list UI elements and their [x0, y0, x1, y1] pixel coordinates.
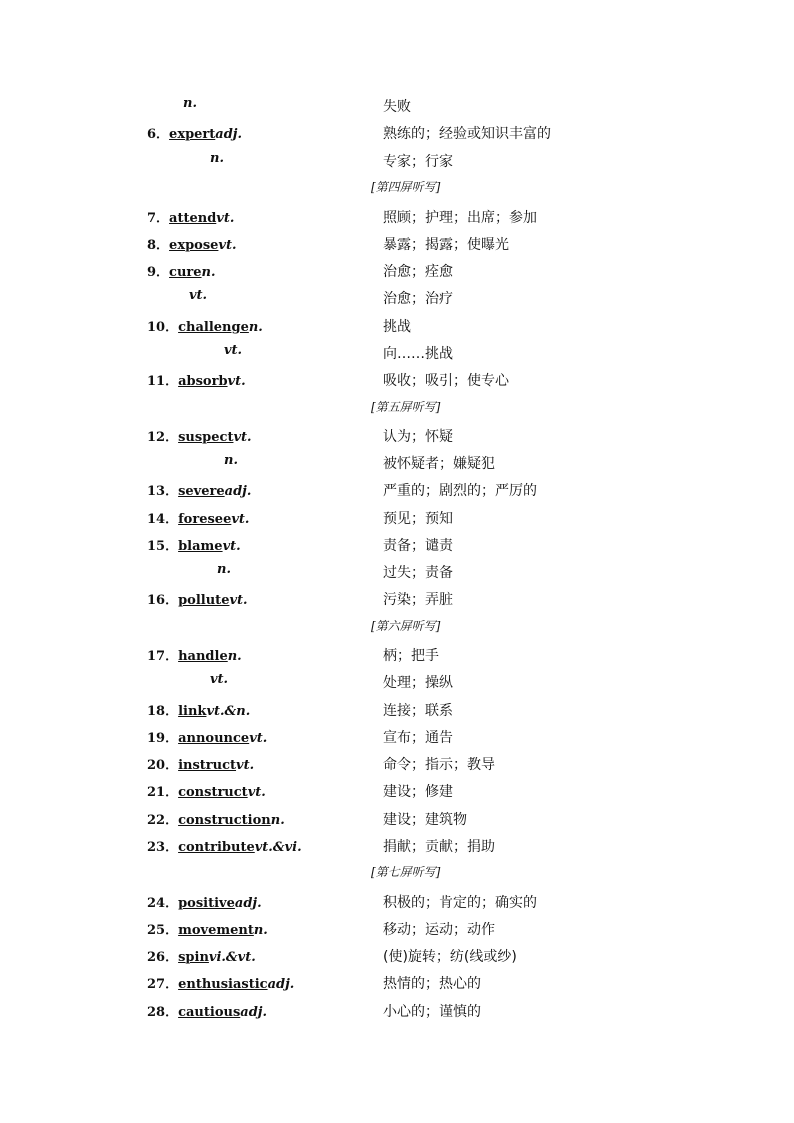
part-of-speech: vt. — [229, 593, 248, 608]
entry-number: 6． — [147, 127, 170, 142]
vocab-entry — [0, 316, 794, 343]
part-of-speech: vt.&vi. — [254, 840, 302, 855]
entry-meaning: 热情的；热心的 — [383, 976, 481, 992]
entry-number: 18． — [147, 704, 179, 719]
entry-meaning: 捐献；贡献；捐助 — [383, 839, 495, 855]
entry-english — [147, 836, 302, 855]
entry-number: 8． — [147, 238, 170, 253]
entry-meaning: 建设；建筑物 — [383, 812, 467, 828]
entry-english — [210, 672, 228, 687]
vocab-entry — [0, 973, 794, 1000]
entry-word: expert — [169, 127, 216, 142]
part-of-speech: adj. — [215, 127, 243, 142]
entry-english — [217, 562, 231, 577]
vocab-entry — [0, 288, 794, 315]
vocab-entry — [0, 207, 794, 234]
vocab-entry — [0, 645, 794, 672]
entry-english — [224, 453, 238, 468]
entry-word: blame — [178, 539, 223, 554]
entry-word: severe — [178, 484, 225, 499]
entry-meaning: 移动；运动；动作 — [383, 922, 495, 938]
entry-word: positive — [178, 896, 235, 911]
part-of-speech: vi.&vt. — [208, 950, 256, 965]
entry-english — [224, 343, 242, 358]
entry-number: 27． — [147, 977, 179, 992]
entry-number: 16． — [147, 593, 179, 608]
part-of-speech: n. — [183, 96, 197, 111]
entry-english — [147, 946, 256, 965]
section-label: [第五屏听写] — [371, 400, 441, 414]
entry-number: 12． — [147, 430, 179, 445]
entry-number: 20． — [147, 758, 179, 773]
entry-english — [189, 288, 207, 303]
section-header — [0, 617, 794, 644]
entry-word: link — [178, 704, 207, 719]
entry-meaning: 连接；联系 — [383, 703, 453, 719]
vocab-entry — [0, 589, 794, 616]
entry-number: 22． — [147, 813, 179, 828]
entry-meaning: 严重的；剧烈的；严厉的 — [383, 483, 537, 499]
entry-meaning: 污染；弄脏 — [383, 592, 453, 608]
part-of-speech: n. — [248, 320, 263, 335]
entry-meaning: 暴露；揭露；使曝光 — [383, 237, 509, 253]
vocab-entry — [0, 234, 794, 261]
vocab-entry — [0, 343, 794, 370]
vocab-entry — [0, 1001, 794, 1028]
entry-english — [147, 207, 234, 226]
entry-meaning: 小心的；谨慎的 — [383, 1004, 481, 1020]
vocab-entry — [0, 151, 794, 178]
entry-word: challenge — [178, 320, 249, 335]
section-header — [0, 863, 794, 890]
part-of-speech: n. — [217, 562, 231, 577]
vocab-entry — [0, 562, 794, 589]
entry-number: 28． — [147, 1005, 179, 1020]
part-of-speech: adj. — [267, 977, 295, 992]
section-header — [0, 178, 794, 205]
part-of-speech: vt. — [216, 211, 235, 226]
entry-word: cure — [169, 265, 202, 280]
part-of-speech: adj. — [224, 484, 252, 499]
vocab-entry — [0, 809, 794, 836]
vocab-entry — [0, 535, 794, 562]
vocab-entry — [0, 453, 794, 480]
entry-meaning: 被怀疑者；嫌疑犯 — [383, 456, 495, 472]
vocab-entry — [0, 96, 794, 123]
vocab-entry — [0, 836, 794, 863]
entry-number: 14． — [147, 512, 179, 527]
section-label: [第七屏听写] — [371, 865, 441, 879]
entry-word: expose — [169, 238, 219, 253]
entry-number: 7． — [147, 211, 170, 226]
entry-meaning: 宣布；通告 — [383, 730, 453, 746]
entry-meaning: 责备；谴责 — [383, 538, 453, 554]
entry-english — [147, 234, 237, 253]
vocab-entry — [0, 781, 794, 808]
part-of-speech: n. — [210, 151, 224, 166]
section-label: [第六屏听写] — [371, 619, 441, 633]
entry-number: 9． — [147, 265, 170, 280]
entry-meaning: 挑战 — [383, 319, 411, 335]
entry-word: announce — [178, 731, 250, 746]
entry-meaning: 预见；预知 — [383, 511, 453, 527]
entry-meaning: 专家；行家 — [383, 154, 453, 170]
entry-english — [147, 919, 268, 938]
entry-number: 24． — [147, 896, 179, 911]
entry-english — [147, 892, 262, 911]
section-header — [0, 398, 794, 425]
vocab-entry — [0, 480, 794, 507]
entry-english — [147, 645, 242, 664]
part-of-speech: vt. — [210, 672, 229, 687]
entry-english — [147, 535, 241, 554]
entry-number: 21． — [147, 785, 179, 800]
part-of-speech: adj. — [234, 896, 262, 911]
entry-meaning: 积极的；肯定的；确实的 — [383, 895, 537, 911]
entry-meaning: (使)旋转；纺(线或纱) — [383, 949, 517, 965]
entry-english — [147, 426, 252, 445]
entry-english — [210, 151, 224, 166]
entry-number: 17． — [147, 649, 179, 664]
entry-english — [147, 1001, 267, 1020]
entry-english — [147, 973, 294, 992]
entry-english — [147, 727, 267, 746]
entry-meaning: 治愈；痊愈 — [383, 264, 453, 280]
entry-number: 10． — [147, 320, 179, 335]
entry-number: 13． — [147, 484, 179, 499]
vocab-entry — [0, 508, 794, 535]
part-of-speech: vt. — [222, 539, 241, 554]
entry-meaning: 建设；修建 — [383, 784, 453, 800]
entry-english — [147, 700, 250, 719]
part-of-speech: n. — [253, 923, 268, 938]
part-of-speech: n. — [224, 453, 238, 468]
entry-number: 23． — [147, 840, 179, 855]
entry-word: absorb — [178, 374, 228, 389]
entry-word: construct — [178, 785, 248, 800]
entry-meaning: 认为；怀疑 — [383, 429, 453, 445]
part-of-speech: vt. — [249, 731, 268, 746]
entry-english — [147, 370, 246, 389]
part-of-speech: n. — [201, 265, 216, 280]
part-of-speech: n. — [270, 813, 285, 828]
entry-meaning: 照顾；护理；出席；参加 — [383, 210, 537, 226]
entry-word: movement — [178, 923, 254, 938]
entry-english — [147, 508, 249, 527]
vocab-entry — [0, 727, 794, 754]
vocab-entry — [0, 700, 794, 727]
part-of-speech: vt. — [189, 288, 208, 303]
entry-english — [147, 316, 263, 335]
entry-word: spin — [178, 950, 209, 965]
entry-meaning: 命令；指示；教导 — [383, 757, 495, 773]
entry-word: suspect — [178, 430, 234, 445]
entry-number: 25． — [147, 923, 179, 938]
entry-number: 11． — [147, 374, 179, 389]
part-of-speech: vt. — [227, 374, 246, 389]
entry-word: cautious — [178, 1005, 241, 1020]
part-of-speech: vt. — [231, 512, 250, 527]
entry-word: handle — [178, 649, 228, 664]
part-of-speech: vt.&n. — [206, 704, 251, 719]
vocab-entry — [0, 123, 794, 150]
vocab-entry — [0, 261, 794, 288]
vocab-entry — [0, 919, 794, 946]
entry-number: 15． — [147, 539, 179, 554]
vocab-entry — [0, 426, 794, 453]
entry-english — [147, 589, 248, 608]
part-of-speech: vt. — [247, 785, 266, 800]
part-of-speech: adj. — [240, 1005, 268, 1020]
entry-word: contribute — [178, 840, 255, 855]
part-of-speech: vt. — [224, 343, 243, 358]
entry-english — [183, 96, 197, 111]
entry-word: foresee — [178, 512, 232, 527]
vocab-entry — [0, 672, 794, 699]
entry-meaning: 吸收；吸引；使专心 — [383, 373, 509, 389]
section-label: [第四屏听写] — [371, 180, 441, 194]
entry-english — [147, 480, 251, 499]
vocab-entry — [0, 946, 794, 973]
entry-word: enthusiastic — [178, 977, 268, 992]
part-of-speech: vt. — [233, 430, 252, 445]
part-of-speech: vt. — [218, 238, 237, 253]
entry-english — [147, 809, 285, 828]
vocab-entry — [0, 370, 794, 397]
entry-meaning: 失败 — [383, 99, 411, 115]
vocab-entry — [0, 892, 794, 919]
entry-english — [147, 261, 216, 280]
entry-word: instruct — [178, 758, 237, 773]
entry-word: construction — [178, 813, 271, 828]
entry-number: 19． — [147, 731, 179, 746]
part-of-speech: vt. — [236, 758, 255, 773]
entry-meaning: 向……挑战 — [383, 346, 453, 362]
entry-meaning: 柄；把手 — [383, 648, 439, 664]
entry-english — [147, 781, 266, 800]
entry-number: 26． — [147, 950, 179, 965]
entry-word: pollute — [178, 593, 230, 608]
entry-meaning: 熟练的；经验或知识丰富的 — [383, 126, 551, 142]
entry-english — [147, 754, 254, 773]
entry-meaning: 过失；责备 — [383, 565, 453, 581]
vocab-entry — [0, 754, 794, 781]
entry-word: attend — [169, 211, 217, 226]
entry-meaning: 处理；操纵 — [383, 675, 453, 691]
entry-english — [147, 123, 242, 142]
part-of-speech: n. — [227, 649, 242, 664]
entry-meaning: 治愈；治疗 — [383, 291, 453, 307]
